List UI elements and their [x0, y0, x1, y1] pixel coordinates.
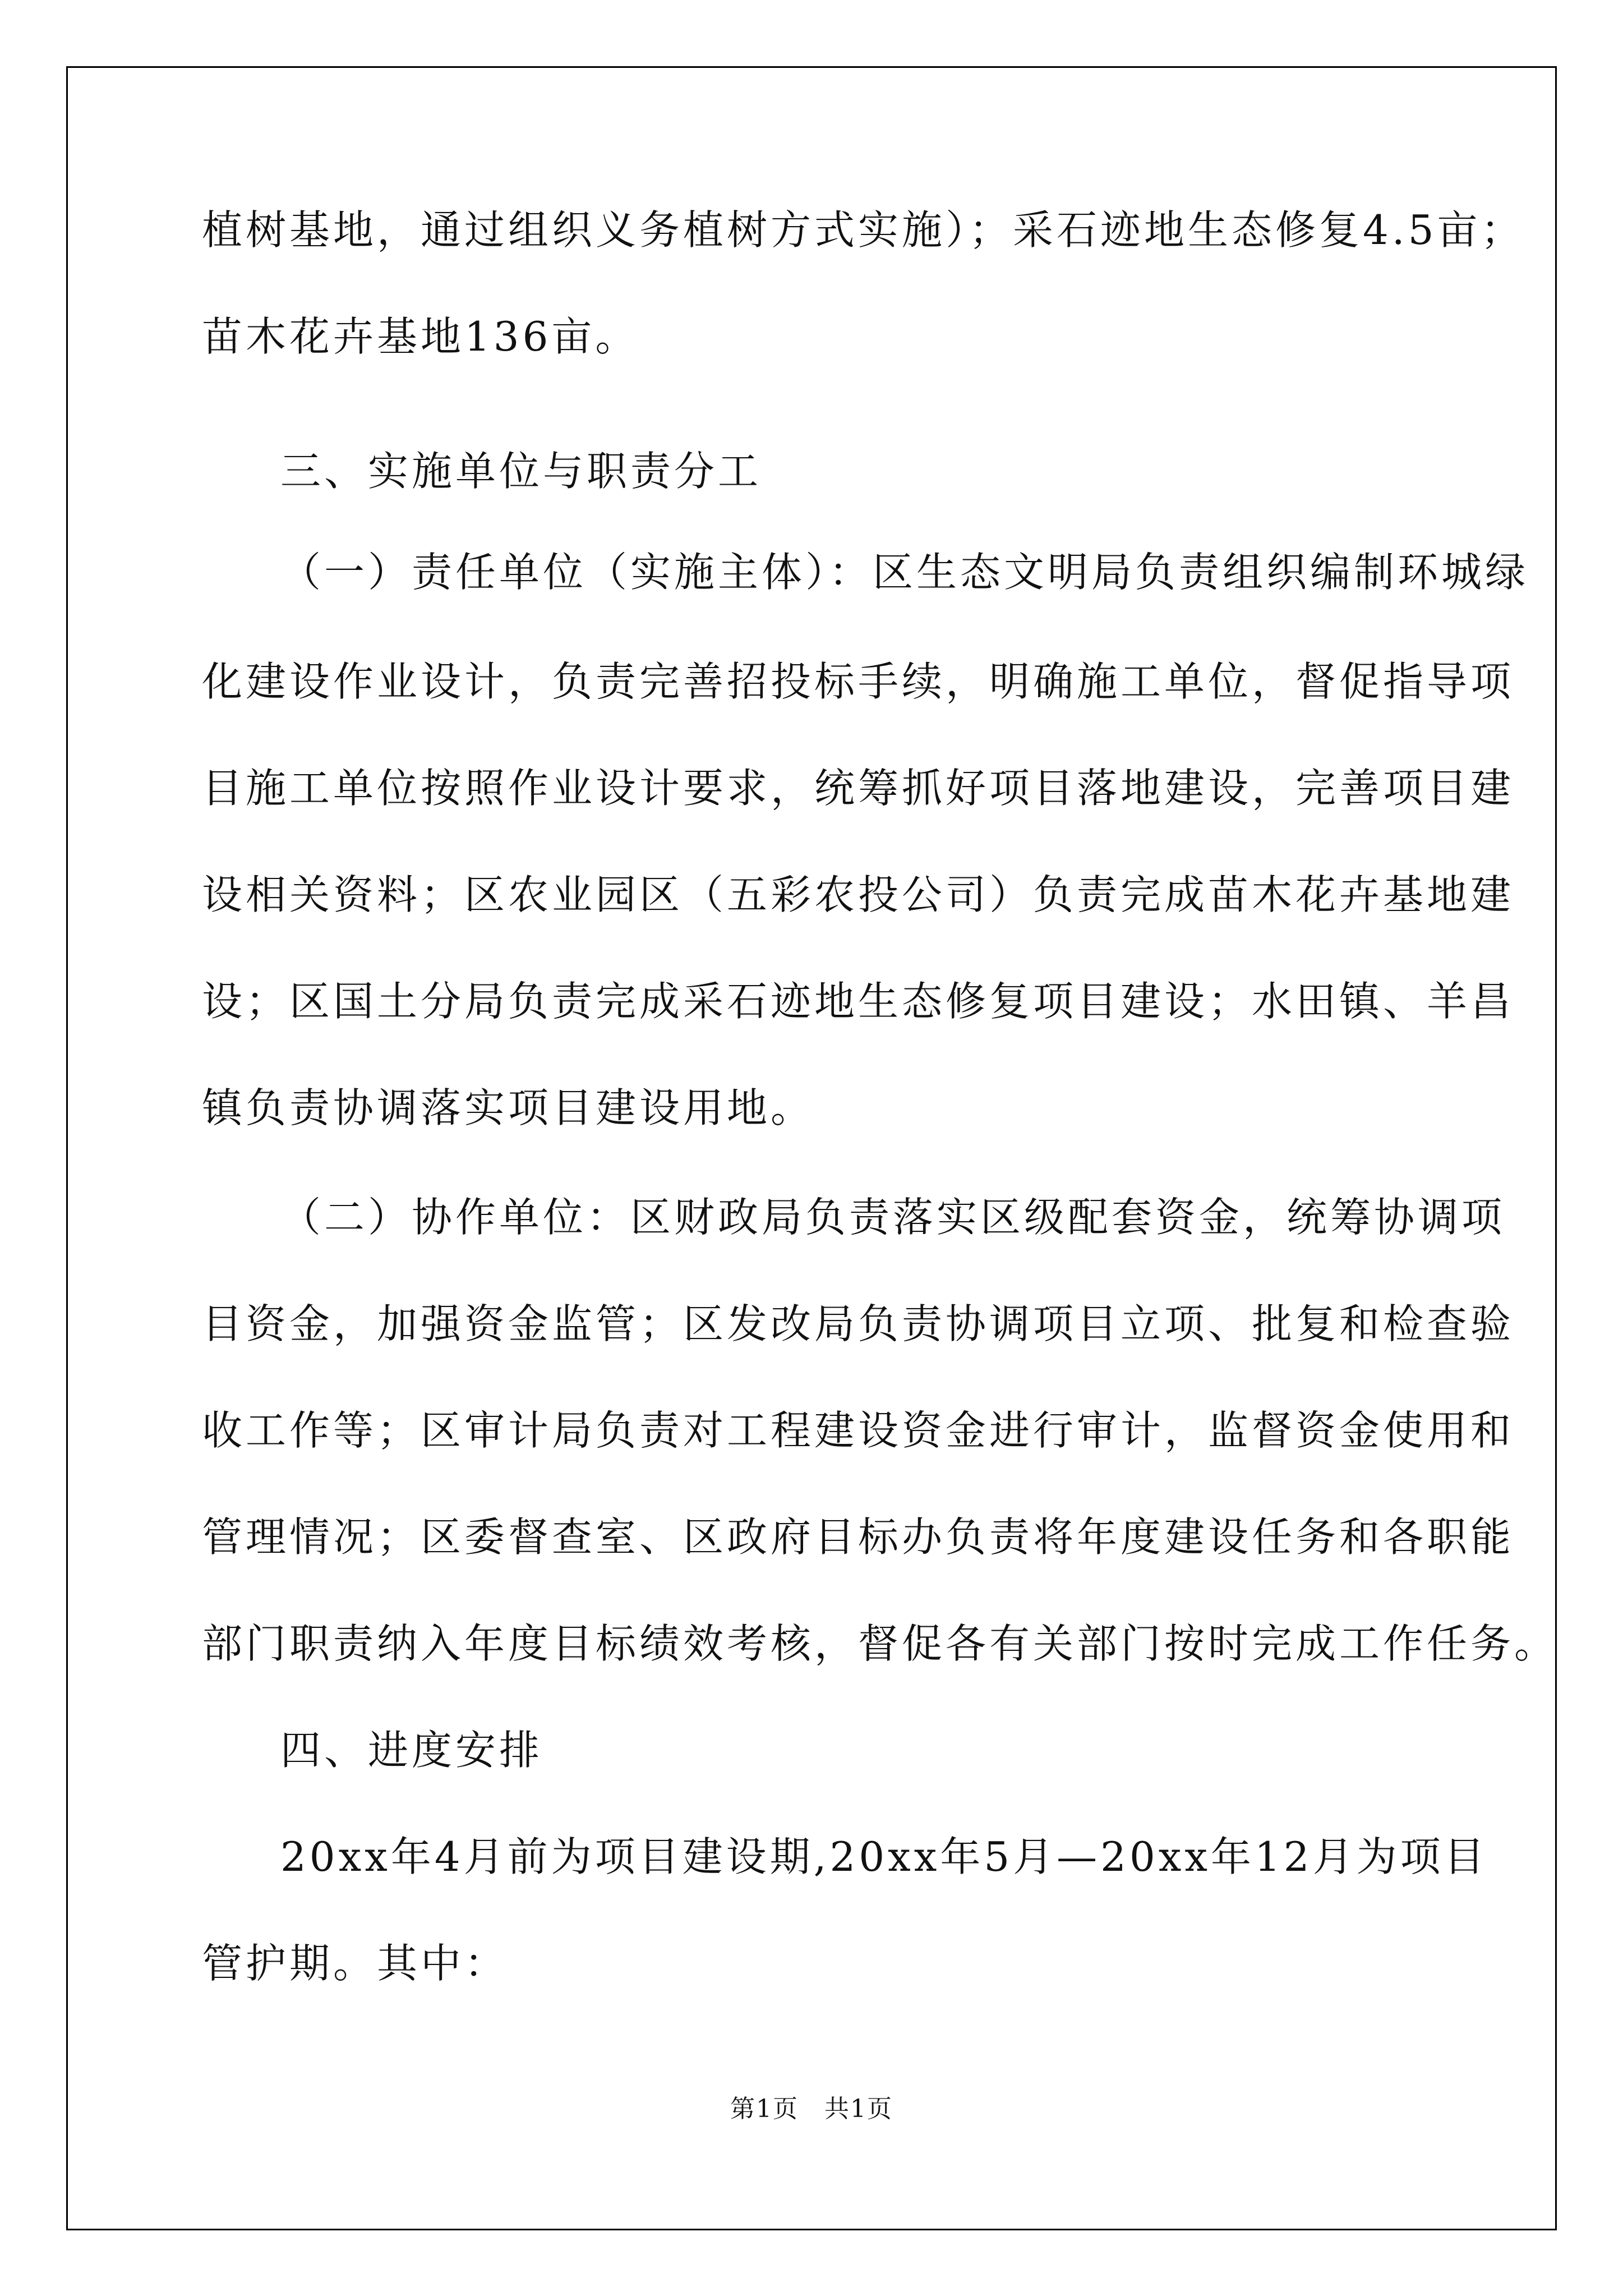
page-number-footer: 第1页 共1页 [730, 2095, 893, 2123]
body-line-13: 管理情况；区委督查室、区政府目标办负责将年度建设任务和各职能 [202, 1513, 1515, 1561]
body-line-2: 苗木花卉基地136亩。 [202, 313, 639, 360]
body-line-6: 目施工单位按照作业设计要求，统筹抓好项目落地建设，完善项目建 [202, 765, 1515, 812]
body-line-1: 植树基地，通过组织义务植树方式实施）；采石迹地生态修复4.5亩； [202, 206, 1525, 254]
page-border [66, 66, 1557, 2230]
body-line-7: 设相关资料；区农业园区（五彩农投公司）负责完成苗木花卉基地建 [202, 871, 1515, 918]
body-line-17: 管护期。其中： [202, 1940, 509, 1987]
body-line-5: 化建设作业设计，负责完善招投标手续，明确施工单位，督促指导项 [202, 658, 1515, 705]
body-line-9: 镇负责协调落实项目建设用地。 [202, 1084, 815, 1131]
body-line-16: 20xx年4月前为项目建设期,20xx年5月—20xx年12月为项目 [280, 1833, 1488, 1880]
section-heading-4: 四、进度安排 [280, 1727, 543, 1774]
body-line-8: 设；区国土分局负责完成采石迹地生态修复项目建设；水田镇、羊昌 [202, 978, 1515, 1025]
body-line-12: 收工作等；区审计局负责对工程建设资金进行审计，监督资金使用和 [202, 1407, 1515, 1454]
body-line-10: （二）协作单位：区财政局负责落实区级配套资金，统筹协调项 [280, 1194, 1506, 1241]
body-line-11: 目资金，加强资金监管；区发改局负责协调项目立项、批复和检查验 [202, 1300, 1515, 1347]
section-heading-3: 三、实施单位与职责分工 [280, 448, 762, 495]
body-line-14: 部门职责纳入年度目标绩效考核，督促各有关部门按时完成工作任务。 [202, 1620, 1559, 1667]
body-line-4: （一）责任单位（实施主体）：区生态文明局负责组织编制环城绿 [280, 549, 1529, 596]
